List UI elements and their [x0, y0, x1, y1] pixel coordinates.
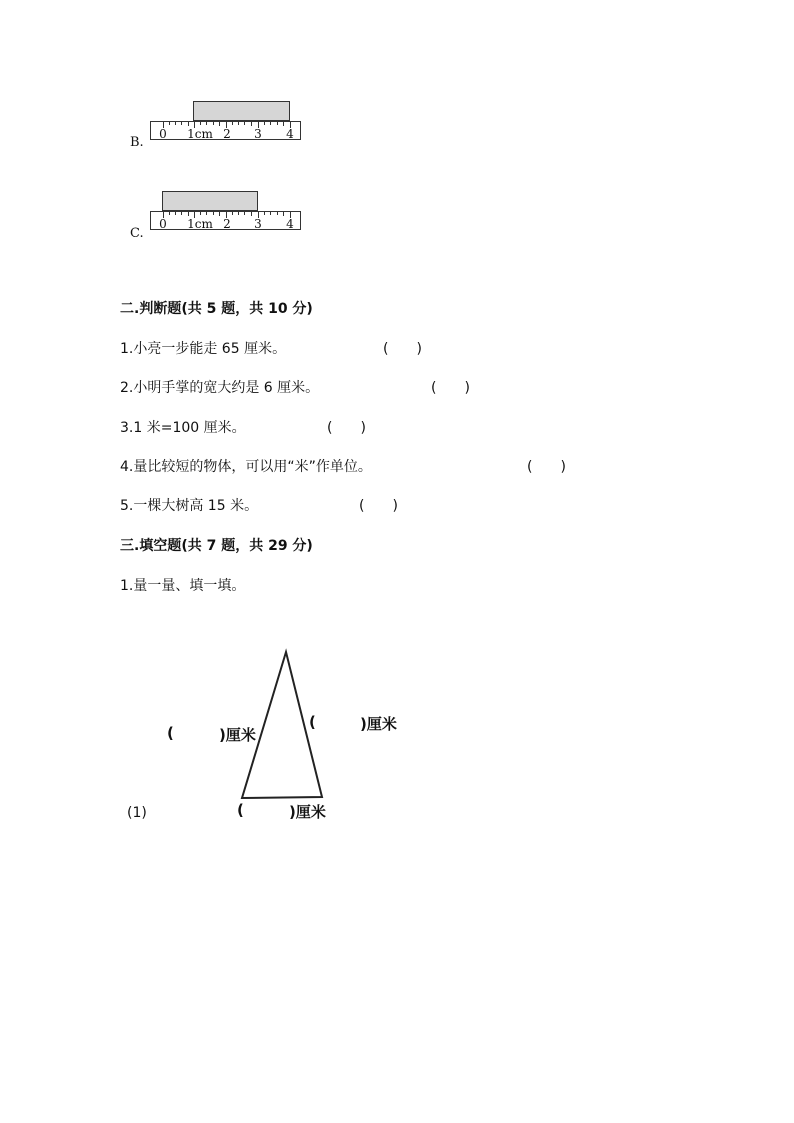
- section-3-title: 三.填空题(共 7 题，共 29 分): [120, 538, 313, 554]
- bottom-side-blank-open[interactable]: (: [237, 801, 244, 819]
- ruler-b: [150, 121, 301, 140]
- left-side-blank-open[interactable]: (: [167, 724, 174, 742]
- section-2-title: 二.判断题(共 5 题，共 10 分): [120, 301, 313, 317]
- ruler-c-tick-3: 3: [254, 217, 262, 231]
- measured-object-b: [193, 101, 290, 121]
- ruler-c: [150, 211, 301, 230]
- ruler-figure-c: [150, 191, 302, 233]
- ruler-figure-b: [150, 101, 302, 143]
- ruler-b-tick-2: 2: [223, 127, 231, 141]
- judge-question-4: 4.量比较短的物体，可以用“米”作单位。: [120, 459, 372, 475]
- ruler-b-tick-1cm: 1cm: [187, 127, 213, 141]
- judge-question-5: 5.一棵大树高 15 米。: [120, 498, 259, 514]
- judge-answer-blank-3[interactable]: ( ): [327, 420, 366, 436]
- ruler-b-tick-0: 0: [159, 127, 167, 141]
- judge-answer-blank-5[interactable]: ( ): [359, 498, 398, 514]
- measured-object-c: [162, 191, 258, 211]
- left-side-blank-close: )厘米: [219, 726, 256, 744]
- judge-question-2: 2.小明手掌的宽大约是 6 厘米。: [120, 380, 320, 396]
- right-side-blank-close: )厘米: [360, 715, 397, 733]
- judge-question-1: 1.小亮一步能走 65 厘米。: [120, 341, 287, 357]
- option-c-label: C.: [130, 226, 144, 241]
- ruler-b-tick-4: 4: [286, 127, 294, 141]
- figure-item-label: (1): [127, 805, 147, 821]
- judge-answer-blank-4[interactable]: ( ): [527, 459, 566, 475]
- ruler-c-tick-1cm: 1cm: [187, 217, 213, 231]
- option-b-label: B.: [130, 135, 144, 150]
- right-side-blank-open[interactable]: (: [309, 713, 316, 731]
- fill-question-1: 1.量一量、填一填。: [120, 578, 246, 594]
- judge-answer-blank-2[interactable]: ( ): [431, 380, 470, 396]
- bottom-side-blank-close: )厘米: [289, 803, 326, 821]
- ruler-c-tick-4: 4: [286, 217, 294, 231]
- ruler-b-tick-3: 3: [254, 127, 262, 141]
- ruler-c-tick-0: 0: [159, 217, 167, 231]
- judge-question-3: 3.1 米=100 厘米。: [120, 420, 246, 436]
- ruler-c-tick-2: 2: [223, 217, 231, 231]
- judge-answer-blank-1[interactable]: ( ): [383, 341, 422, 357]
